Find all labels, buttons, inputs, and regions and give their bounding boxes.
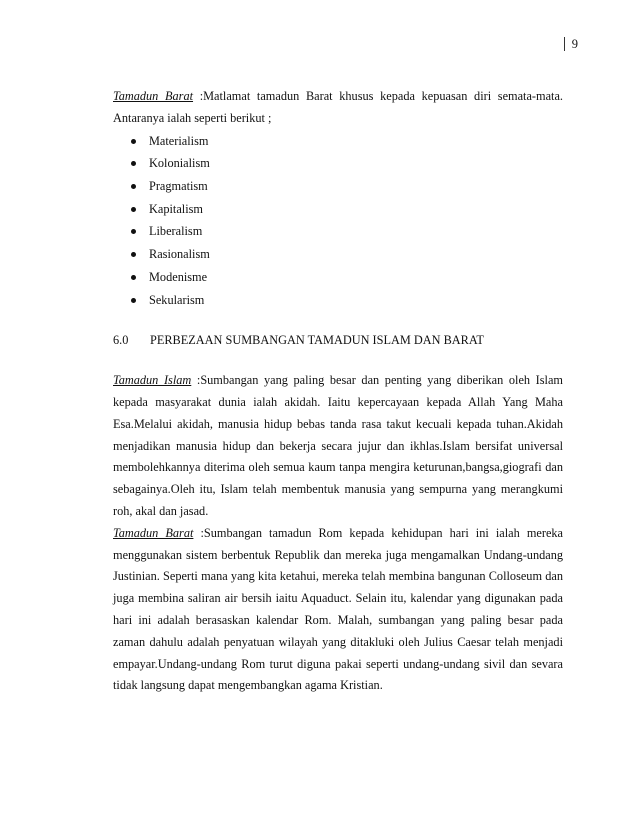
barat-goal-paragraph (113, 86, 563, 130)
list-item: Liberalism (127, 220, 563, 243)
list-item: Sekularism (127, 289, 563, 312)
barat-contribution-text: :Sumbangan tamadun Rom kepada kehidupan hari ini ialah mereka menggunakan sistem berbentuk Republik dan mereka juga mengamalkan Undang-undang Justinian. Seperti mana yang kita ketahui, mereka telah membina bangunan Colloseum dan juga membina saliran air bersih iaitu Aquaduct. Selain itu, kalendar yang digunakan pada hari ini adalah berasaskan kalendar Rom. Malah, sumbangan yang paling besar pada zaman dahulu adalah penyatuan wilayah yang ditakluki oleh Julius Caesar telah menjadi empayar.Undang-undang Rom turut diguna pakai seperti undang-undang sivil dan sevara tidak langsung dapat mengembangkan agama Kristian. (113, 525, 564, 693)
section-number: 6.0 (113, 333, 129, 348)
barat-goal-term: Tamadun Barat (113, 89, 194, 103)
list-item: Kolonialism (127, 152, 563, 175)
islam-contribution-paragraph (113, 370, 563, 523)
barat-contribution-paragraph (113, 523, 563, 697)
barat-goal-text: :Matlamat tamadun Barat khusus kepada kepuasan diri semata-mata. Antaranya ialah seperti berikut ; (113, 89, 564, 125)
list-item: Modenisme (127, 266, 563, 289)
list-item: Materialism (127, 130, 563, 153)
list-item: Rasionalism (127, 243, 563, 266)
document-body (113, 86, 563, 697)
islam-contribution-text: :Sumbangan yang paling besar dan penting yang diberikan oleh Islam kepada masyarakat dunia ialah akidah. Iaitu kepercayaan kepada Allah Yang Maha Esa.Melalui akidah, manusia hidup bebas tanda rasa takut kecuali kepada tuhan.Akidah menjadikan manusia hidup dan bekerja secara jujur dan ikhlas.Islam bersifat universal membolehkannya diterima oleh semua kaum tanpa mengira keturunan,bangsa,giografi dan sebagainya.Oleh itu, Islam telah membentuk manusia yang sempurna yang merangkumi roh, akal dan jasad. (113, 373, 563, 518)
section-heading (113, 329, 563, 351)
barat-contribution-term: Tamadun Barat (113, 525, 194, 540)
list-item: Kapitalism (127, 198, 563, 221)
islam-contribution-term: Tamadun Islam (113, 373, 192, 388)
isms-list (113, 130, 563, 312)
list-item: Pragmatism (127, 175, 563, 198)
page-number: 9 (564, 37, 578, 51)
section-title: PERBEZAAN SUMBANGAN TAMADUN ISLAM DAN BARAT (150, 333, 484, 348)
